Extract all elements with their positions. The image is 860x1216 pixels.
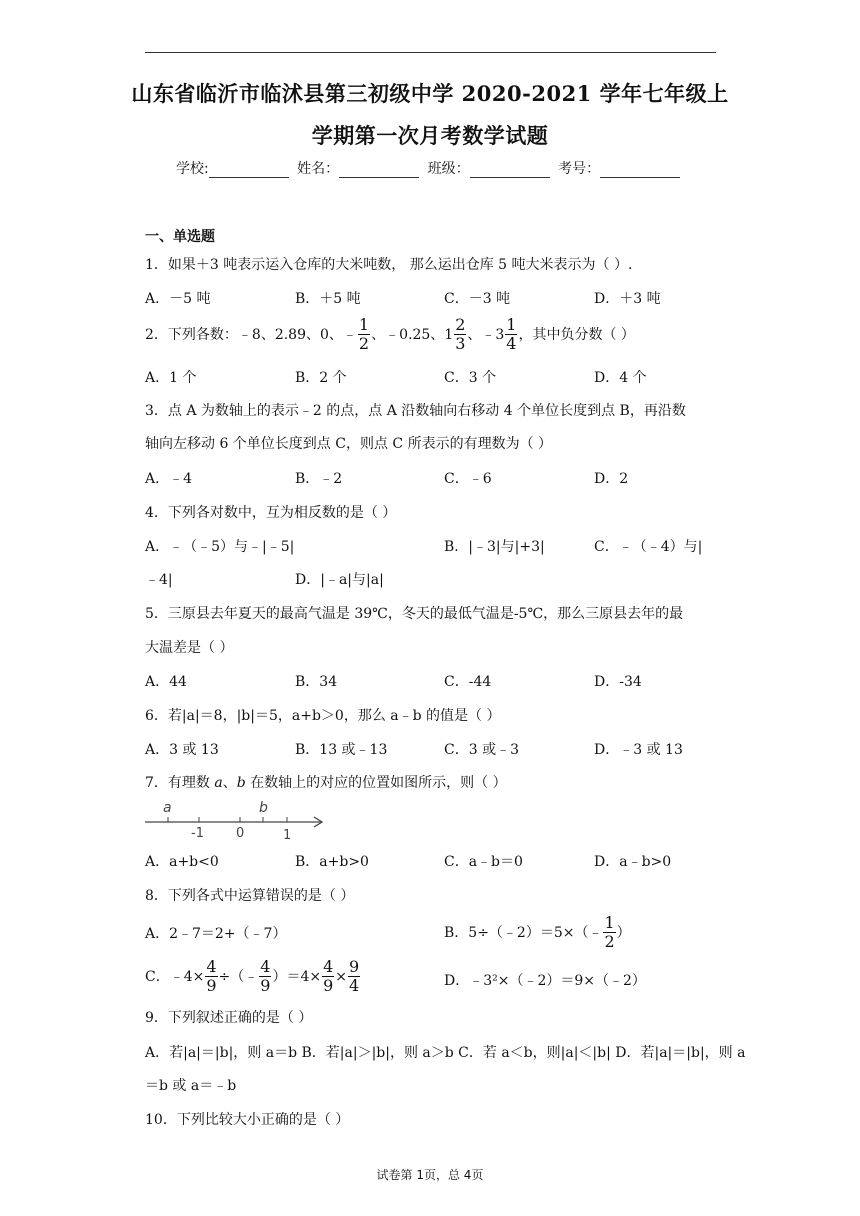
q8-c-fraction-3: $\frac{4}{9}$ — [323, 957, 334, 996]
question-5-line-2: 大温差是（ ） — [145, 640, 234, 656]
q2-option-d[interactable]: D．4 个 — [594, 370, 647, 386]
q7-var-b: b — [236, 775, 246, 791]
title-line-1: 山东省临沂市临沭县第三初级中学 2020-2021 学年七年级上 — [131, 81, 729, 106]
q4-option-b[interactable]: B．|﹣3|与|+3| — [444, 539, 545, 555]
q8-c-fraction-4: $\frac{9}{4}$ — [349, 957, 360, 996]
q8-c-fraction-2: $\frac{4}{9}$ — [260, 957, 271, 996]
q2-option-b[interactable]: B．2 个 — [295, 370, 347, 386]
q7-option-a[interactable]: A．a+b<0 — [145, 854, 219, 870]
q3-option-c[interactable]: C．﹣6 — [444, 471, 492, 487]
q8-b-fraction: $\frac{1}{2}$ — [604, 913, 615, 952]
q2-suffix: ，其中负分数（ ） — [518, 326, 635, 343]
question-4: 4．下列各对数中，互为相反数的是（ ） — [145, 505, 397, 521]
q6-option-a[interactable]: A．3 或 13 — [145, 742, 219, 758]
q4-option-d[interactable]: D．|﹣a|与|a| — [295, 572, 384, 588]
question-3-line-1: 3．点 A 为数轴上的表示﹣2 的点，点 A 沿数轴向右移动 4 个单位长度到点 B，再沿数 — [145, 403, 686, 419]
q1-option-d[interactable]: D．＋3 吨 — [594, 291, 661, 307]
q9-options-line-1[interactable]: A．若|a|＝|b|，则 a＝b B．若|a|＞|b|，则 a＞b C．若 a＜b，则|a|＜|b| D．若|a|＝|b|，则 a — [145, 1045, 746, 1061]
q1-option-a[interactable]: A．－5 吨 — [145, 291, 211, 307]
exam-no-blank[interactable] — [600, 162, 680, 178]
fraction-one-quarter: $\frac{1}{4}$ — [506, 315, 517, 354]
q6-option-d[interactable]: D．﹣3 或 13 — [594, 742, 683, 758]
q4-option-c[interactable]: C．﹣（﹣4）与| — [594, 539, 703, 555]
label-a: a — [163, 800, 172, 816]
exam-no-label: 考号： — [558, 161, 601, 177]
q2-mid2: 、﹣3 — [467, 326, 505, 343]
q8-b-post: ） — [616, 924, 631, 941]
student-info-row — [176, 158, 684, 178]
q8-option-c[interactable] — [145, 958, 361, 996]
number-line-figure — [143, 796, 333, 842]
q9-options-line-2: ＝b 或 a＝﹣b — [145, 1078, 237, 1094]
q5-option-b[interactable]: B．34 — [295, 674, 338, 690]
q7-sep: 、 — [222, 775, 237, 791]
question-5-line-1: 5．三原县去年夏天的最高气温是 39℃，冬天的最低气温是-5℃，那么三原县去年的最 — [145, 606, 684, 622]
q2-option-a[interactable]: A．1 个 — [145, 370, 197, 386]
label-0: 0 — [236, 826, 245, 841]
question-9: 9．下列叙述正确的是（ ） — [145, 1010, 313, 1026]
section-title: 一、单选题 — [145, 229, 215, 245]
q5-option-d[interactable]: D．-34 — [594, 674, 642, 690]
school-label: 学校: — [176, 161, 209, 177]
label-1: 1 — [283, 828, 292, 842]
class-label: 班级： — [427, 161, 470, 177]
name-label: 姓名： — [297, 161, 340, 177]
q3-option-b[interactable]: B．﹣2 — [295, 471, 343, 487]
q1-option-b[interactable]: B．＋5 吨 — [295, 291, 361, 307]
q7-option-c[interactable]: C．a﹣b＝0 — [444, 854, 523, 870]
question-1: 1．如果＋3 吨表示运入仓库的大米吨数， 那么运出仓库 5 吨大米表示为（ ）. — [145, 257, 633, 273]
label-b: b — [259, 800, 268, 816]
q8-c-mid3: × — [335, 968, 348, 985]
class-blank[interactable] — [470, 162, 550, 178]
q7-var-a: a — [214, 775, 223, 791]
question-8: 8．下列各式中运算错误的是（ ） — [145, 888, 355, 904]
question-6: 6．若|a|＝8，|b|＝5，a+b＞0，那么 a﹣b 的值是（ ） — [145, 708, 501, 724]
q8-option-d[interactable]: D．﹣3²×（﹣2）＝9×（﹣2） — [444, 973, 646, 989]
q2-option-c[interactable]: C．3 个 — [444, 370, 497, 386]
q7-option-b[interactable]: B．a+b>0 — [295, 854, 369, 870]
q8-c-mid1: ÷（﹣ — [218, 968, 259, 985]
q7-pre: 7．有理数 — [145, 775, 215, 791]
q3-option-d[interactable]: D．2 — [594, 471, 629, 487]
question-7 — [145, 772, 507, 792]
question-10: 10．下列比较大小正确的是（ ） — [145, 1112, 350, 1128]
q3-option-a[interactable]: A．﹣4 — [145, 471, 193, 487]
q8-option-a[interactable]: A．2﹣7＝2+（﹣7） — [145, 926, 287, 942]
q5-option-c[interactable]: C．-44 — [444, 674, 492, 690]
school-blank[interactable] — [209, 162, 289, 178]
q7-post: 在数轴上的对应的位置如图所示，则（ ） — [245, 775, 507, 791]
q4-option-a[interactable]: A．﹣（﹣5）与﹣|﹣5| — [145, 539, 295, 555]
q2-mid1: 、﹣0.25、1 — [371, 326, 454, 343]
question-2 — [145, 316, 635, 354]
q6-option-c[interactable]: C．3 或﹣3 — [444, 742, 519, 758]
name-blank[interactable] — [339, 162, 419, 178]
q4-option-c-cont: ﹣4| — [145, 572, 173, 588]
q8-c-mid2: ）＝4× — [272, 968, 322, 985]
q8-c-pre: C．﹣4× — [145, 968, 205, 985]
q8-c-fraction-1: $\frac{4}{9}$ — [206, 957, 217, 996]
q2-prefix: 2．下列各数：﹣8、2.89、0、﹣ — [145, 326, 357, 343]
q8-option-b[interactable] — [444, 914, 631, 952]
label-minus-1: -1 — [191, 826, 204, 841]
q7-option-d[interactable]: D．a﹣b>0 — [594, 854, 672, 870]
page-footer: 试卷第 1页，总 4页 — [376, 1168, 484, 1182]
q8-b-pre: B．5÷（﹣2）＝5×（﹣ — [444, 924, 603, 941]
q6-option-b[interactable]: B．13 或﹣13 — [295, 742, 388, 758]
header-rule — [145, 52, 716, 53]
question-3-line-2: 轴向左移动 6 个单位长度到点 C，则点 C 所表示的有理数为（ ） — [145, 436, 553, 452]
fraction-two-thirds: $\frac{2}{3}$ — [455, 315, 466, 354]
fraction-one-half: $\frac{1}{2}$ — [358, 315, 370, 354]
q5-option-a[interactable]: A．44 — [145, 674, 187, 690]
q1-option-c[interactable]: C．－3 吨 — [444, 291, 511, 307]
title-line-2: 学期第一次月考数学试题 — [311, 123, 549, 148]
